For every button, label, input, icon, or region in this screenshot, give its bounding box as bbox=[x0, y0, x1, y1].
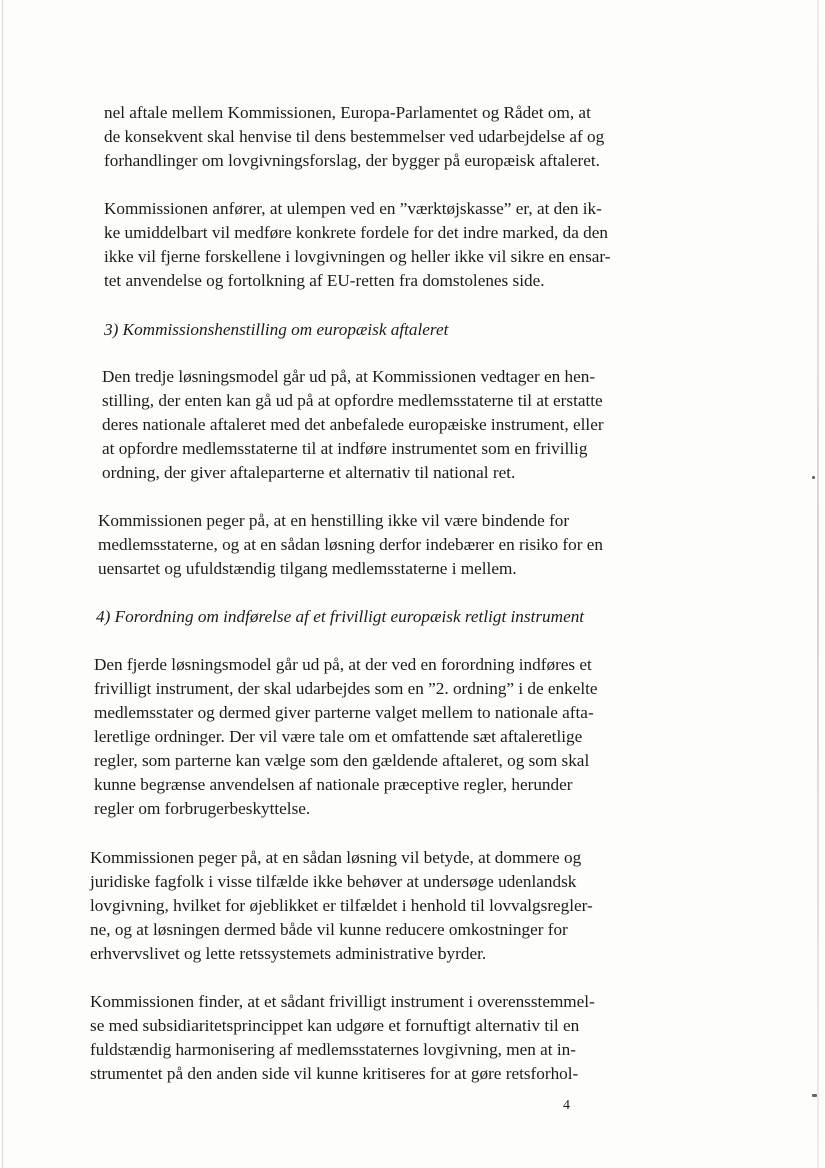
text-line: Kommissionen anfører, at ulempen ved en ”værktøjskasse” er, at den ik- bbox=[104, 199, 602, 218]
text-line: ke umiddelbart vil medføre konkrete fordele for det indre marked, da den bbox=[104, 223, 608, 242]
text-line: regler om forbrugerbeskyttelse. bbox=[94, 799, 311, 818]
text-line: tet anvendelse og fortolkning af EU-retten fra domstolenes side. bbox=[104, 271, 545, 290]
text-line: kunne begrænse anvendelsen af nationale præceptive regler, herunder bbox=[94, 775, 573, 794]
text-line: uensartet og ufuldstændig tilgang medlemsstaterne i mellem. bbox=[98, 559, 517, 578]
text-line: erhvervslivet og lette retssystemets administrative byrder. bbox=[90, 944, 487, 963]
text-line: de konsekvent skal henvise til dens bestemmelser ved udarbejdelse af og bbox=[104, 127, 605, 146]
text-line: se med subsidiaritetsprincippet kan udgøre et fornuftigt alternativ til en bbox=[90, 1016, 580, 1035]
text-line: forhandlinger om lovgivningsforslag, der bygger på europæisk aftaleret. bbox=[104, 151, 600, 170]
text-line: Kommissionen peger på, at en sådan løsning vil betyde, at dommere og bbox=[90, 848, 582, 867]
text-line: at opfordre medlemsstaterne til at indføre instrumentet som en frivillig bbox=[102, 439, 588, 458]
text-line: Kommissionen finder, at et sådant frivilligt instrument i overensstemmel- bbox=[90, 992, 595, 1011]
text-line: deres nationale aftaleret med det anbefalede europæiske instrument, eller bbox=[102, 415, 604, 434]
text-line: Den fjerde løsningsmodel går ud på, at der ved en forordning indføres et bbox=[94, 655, 592, 674]
heading-text: 3) Kommissionshenstilling om europæisk aftaleret bbox=[104, 320, 449, 339]
text-line: lovgivning, hvilket for øjeblikket er tilfældet i henhold til lovvalgsregler- bbox=[90, 896, 593, 915]
text-line: stilling, der enten kan gå ud på at opfordre medlemsstaterne til at erstatte bbox=[102, 391, 603, 410]
text-line: Kommissionen peger på, at en henstilling ikke vil være bindende for bbox=[98, 511, 570, 530]
text-line: frivilligt instrument, der skal udarbejdes som en ”2. ordning” i de enkelte bbox=[94, 679, 598, 698]
text-line: leretlige ordninger. Der vil være tale om et omfattende sæt aftaleretlige bbox=[94, 727, 583, 746]
text-line: medlemsstater og dermed giver parterne valget mellem to nationale afta- bbox=[94, 703, 594, 722]
text-line: Den tredje løsningsmodel går ud på, at Kommissionen vedtager en hen- bbox=[102, 367, 596, 386]
text-line: medlemsstaterne, og at en sådan løsning derfor indebærer en risiko for en bbox=[98, 535, 603, 554]
text-line: nel aftale mellem Kommissionen, Europa-Parlamentet og Rådet om, at bbox=[104, 103, 591, 122]
text-line: fuldstændig harmonisering af medlemsstaternes lovgivning, men at in- bbox=[90, 1040, 576, 1059]
page-number: 4 bbox=[563, 1098, 570, 1113]
text-line: strumentet på den anden side vil kunne kritiseres for at gøre retsforhol- bbox=[90, 1064, 579, 1083]
heading-text: 4) Forordning om indførelse af et frivilligt europæisk retligt instrument bbox=[96, 607, 585, 626]
text-line: juridiske fagfolk i visse tilfælde ikke behøver at undersøge udenlandsk bbox=[90, 872, 577, 891]
text-line: ikke vil fjerne forskellene i lovgivningen og heller ikke vil sikre en ensar- bbox=[104, 247, 611, 266]
text-line: ordning, der giver aftaleparterne et alternativ til national ret. bbox=[102, 463, 516, 482]
text-line: ne, og at løsningen dermed både vil kunne reducere omkostninger for bbox=[90, 920, 568, 939]
text-line: regler, som parterne kan vælge som den gældende aftaleret, og som skal bbox=[94, 751, 590, 770]
